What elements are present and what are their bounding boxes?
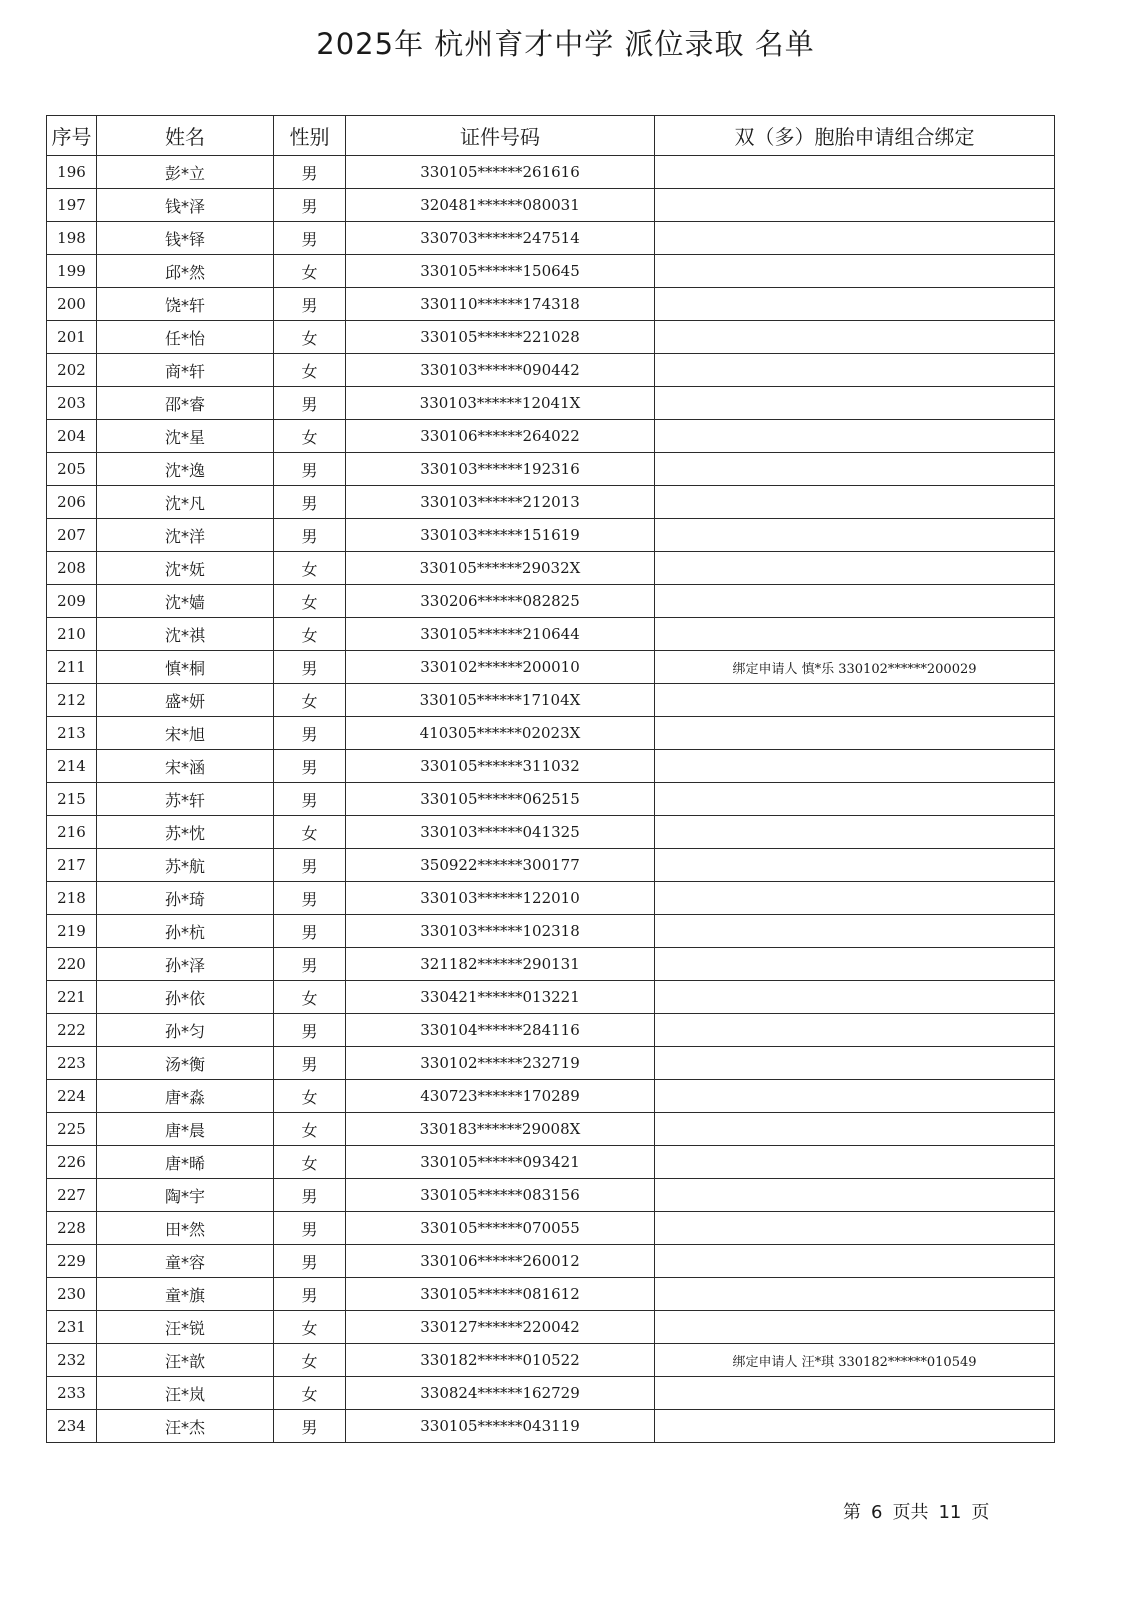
table-row [47,1311,1055,1344]
table-row [47,288,1055,321]
table-row [47,1047,1055,1080]
cell-id: 430723******170289 [346,1080,655,1113]
cell-binding [655,288,1055,321]
cell-gender: 男 [274,222,346,255]
cell-id: 330105******070055 [346,1212,655,1245]
cell-seq: 231 [47,1311,97,1344]
cell-seq: 204 [47,420,97,453]
cell-binding [655,1245,1055,1278]
cell-binding [655,1212,1055,1245]
cell-gender: 男 [274,948,346,981]
cell-binding [655,717,1055,750]
cell-gender: 女 [274,1377,346,1410]
cell-name: 苏*航 [97,849,274,882]
cell-name: 商*轩 [97,354,274,387]
cell-id: 330103******041325 [346,816,655,849]
cell-binding [655,915,1055,948]
table-row [47,981,1055,1014]
table-row [47,222,1055,255]
cell-gender: 男 [274,387,346,420]
cell-name: 苏*轩 [97,783,274,816]
cell-seq: 234 [47,1410,97,1443]
cell-seq: 224 [47,1080,97,1113]
cell-binding [655,1179,1055,1212]
cell-binding [655,1080,1055,1113]
cell-binding [655,222,1055,255]
cell-id: 321182******290131 [346,948,655,981]
cell-binding [655,1278,1055,1311]
table-row [47,387,1055,420]
table-row [47,156,1055,189]
cell-gender: 男 [274,915,346,948]
cell-gender: 女 [274,585,346,618]
cell-name: 宋*涵 [97,750,274,783]
cell-gender: 女 [274,552,346,585]
cell-gender: 女 [274,321,346,354]
cell-binding [655,981,1055,1014]
cell-id: 330106******260012 [346,1245,655,1278]
cell-name: 沈*祺 [97,618,274,651]
cell-gender: 女 [274,1113,346,1146]
table-row [47,1212,1055,1245]
cell-gender: 女 [274,255,346,288]
cell-gender: 男 [274,288,346,321]
cell-name: 汪*杰 [97,1410,274,1443]
cell-name: 汪*岚 [97,1377,274,1410]
cell-gender: 女 [274,618,346,651]
cell-id: 350922******300177 [346,849,655,882]
cell-binding [655,618,1055,651]
cell-binding [655,354,1055,387]
cell-binding [655,882,1055,915]
cell-name: 慎*桐 [97,651,274,684]
cell-name: 唐*晨 [97,1113,274,1146]
document-title: 2025年 杭州育才中学 派位录取 名单 [316,27,815,61]
cell-gender: 女 [274,1146,346,1179]
cell-name: 孙*琦 [97,882,274,915]
cell-name: 孙*依 [97,981,274,1014]
cell-gender: 女 [274,816,346,849]
cell-binding [655,387,1055,420]
footer-suffix: 页 [971,1502,990,1523]
cell-name: 彭*立 [97,156,274,189]
cell-id: 330127******220042 [346,1311,655,1344]
cell-gender: 男 [274,519,346,552]
cell-name: 沈*妩 [97,552,274,585]
cell-seq: 200 [47,288,97,321]
cell-id: 410305******02023X [346,717,655,750]
cell-gender: 男 [274,453,346,486]
cell-seq: 206 [47,486,97,519]
cell-seq: 207 [47,519,97,552]
cell-id: 330105******083156 [346,1179,655,1212]
cell-name: 唐*淼 [97,1080,274,1113]
cell-gender: 男 [274,717,346,750]
cell-seq: 223 [47,1047,97,1080]
table-row [47,1344,1055,1377]
cell-binding [655,816,1055,849]
cell-id: 330105******150645 [346,255,655,288]
table-row [47,1014,1055,1047]
cell-seq: 217 [47,849,97,882]
cell-name: 沈*逸 [97,453,274,486]
cell-name: 邱*然 [97,255,274,288]
cell-name: 沈*嫱 [97,585,274,618]
cell-gender: 男 [274,1179,346,1212]
cell-name: 盛*妍 [97,684,274,717]
cell-name: 汪*锐 [97,1311,274,1344]
table-row [47,816,1055,849]
table-body [47,156,1055,1443]
cell-id: 330206******082825 [346,585,655,618]
header-seq: 序号 [47,116,97,156]
cell-name: 宋*旭 [97,717,274,750]
cell-name: 沈*洋 [97,519,274,552]
cell-gender: 男 [274,783,346,816]
cell-id: 330105******17104X [346,684,655,717]
cell-seq: 214 [47,750,97,783]
cell-gender: 女 [274,981,346,1014]
cell-name: 沈*凡 [97,486,274,519]
cell-gender: 女 [274,1344,346,1377]
table-row [47,684,1055,717]
cell-name: 童*容 [97,1245,274,1278]
table-row [47,948,1055,981]
cell-name: 童*旗 [97,1278,274,1311]
table-row [47,882,1055,915]
table-row [47,486,1055,519]
table-row [47,1146,1055,1179]
cell-binding [655,1014,1055,1047]
table-row [47,321,1055,354]
table-row [47,1080,1055,1113]
header-name: 姓名 [97,116,274,156]
cell-binding: 绑定申请人 慎*乐 330102******200029 [655,651,1055,684]
cell-gender: 男 [274,156,346,189]
cell-name: 钱*铎 [97,222,274,255]
cell-seq: 202 [47,354,97,387]
cell-seq: 221 [47,981,97,1014]
admission-table [46,115,1055,1443]
cell-name: 陶*宇 [97,1179,274,1212]
header-binding: 双（多）胞胎申请组合绑定 [655,116,1055,156]
cell-name: 汤*衡 [97,1047,274,1080]
cell-id: 330183******29008X [346,1113,655,1146]
cell-seq: 196 [47,156,97,189]
cell-name: 孙*泽 [97,948,274,981]
cell-binding [655,156,1055,189]
cell-seq: 227 [47,1179,97,1212]
cell-binding [655,948,1055,981]
cell-binding [655,453,1055,486]
cell-id: 330105******081612 [346,1278,655,1311]
table-row [47,783,1055,816]
cell-seq: 197 [47,189,97,222]
cell-seq: 220 [47,948,97,981]
cell-binding [655,849,1055,882]
cell-id: 330103******12041X [346,387,655,420]
cell-id: 330103******151619 [346,519,655,552]
cell-seq: 230 [47,1278,97,1311]
cell-id: 330105******221028 [346,321,655,354]
table-row [47,717,1055,750]
cell-seq: 225 [47,1113,97,1146]
cell-seq: 201 [47,321,97,354]
cell-seq: 233 [47,1377,97,1410]
cell-name: 邵*睿 [97,387,274,420]
cell-binding [655,189,1055,222]
cell-seq: 222 [47,1014,97,1047]
cell-id: 330105******043119 [346,1410,655,1443]
cell-seq: 229 [47,1245,97,1278]
cell-binding: 绑定申请人 汪*琪 330182******010549 [655,1344,1055,1377]
cell-binding [655,1410,1055,1443]
cell-binding [655,255,1055,288]
cell-name: 沈*星 [97,420,274,453]
cell-gender: 男 [274,849,346,882]
cell-binding [655,1047,1055,1080]
cell-id: 330102******200010 [346,651,655,684]
cell-name: 钱*泽 [97,189,274,222]
cell-id: 330105******210644 [346,618,655,651]
cell-gender: 男 [274,750,346,783]
table-row [47,1377,1055,1410]
cell-name: 田*然 [97,1212,274,1245]
cell-id: 330104******284116 [346,1014,655,1047]
footer-middle: 页共 [892,1502,929,1523]
cell-id: 330105******261616 [346,156,655,189]
cell-gender: 男 [274,1410,346,1443]
cell-seq: 210 [47,618,97,651]
cell-binding [655,1146,1055,1179]
cell-seq: 215 [47,783,97,816]
table-row [47,354,1055,387]
cell-binding [655,1377,1055,1410]
cell-id: 330105******093421 [346,1146,655,1179]
cell-gender: 女 [274,684,346,717]
cell-gender: 男 [274,1047,346,1080]
cell-id: 330106******264022 [346,420,655,453]
table-row [47,1278,1055,1311]
cell-id: 330103******192316 [346,453,655,486]
cell-gender: 男 [274,1278,346,1311]
cell-seq: 208 [47,552,97,585]
cell-binding [655,585,1055,618]
cell-seq: 198 [47,222,97,255]
cell-seq: 199 [47,255,97,288]
cell-binding [655,420,1055,453]
cell-seq: 218 [47,882,97,915]
cell-gender: 男 [274,1212,346,1245]
cell-name: 苏*忱 [97,816,274,849]
cell-id: 330103******102318 [346,915,655,948]
table-row [47,255,1055,288]
cell-seq: 212 [47,684,97,717]
cell-id: 330110******174318 [346,288,655,321]
table-row [47,1245,1055,1278]
cell-seq: 232 [47,1344,97,1377]
cell-id: 330102******232719 [346,1047,655,1080]
table-row [47,189,1055,222]
cell-gender: 男 [274,189,346,222]
cell-id: 330703******247514 [346,222,655,255]
cell-gender: 女 [274,1080,346,1113]
table-row [47,552,1055,585]
cell-binding [655,1113,1055,1146]
cell-id: 330103******122010 [346,882,655,915]
table-row [47,585,1055,618]
cell-binding [655,519,1055,552]
cell-seq: 216 [47,816,97,849]
cell-id: 330103******090442 [346,354,655,387]
cell-name: 孙*杭 [97,915,274,948]
cell-seq: 219 [47,915,97,948]
cell-gender: 女 [274,354,346,387]
cell-gender: 男 [274,486,346,519]
table-row [47,915,1055,948]
cell-id: 330182******010522 [346,1344,655,1377]
footer-page-number: 6 [871,1502,883,1523]
header-gender: 性别 [274,116,346,156]
cell-seq: 213 [47,717,97,750]
cell-id: 330824******162729 [346,1377,655,1410]
cell-binding [655,684,1055,717]
cell-name: 任*怡 [97,321,274,354]
table-row [47,1113,1055,1146]
cell-binding [655,321,1055,354]
table-row [47,1179,1055,1212]
cell-gender: 女 [274,1311,346,1344]
cell-id: 320481******080031 [346,189,655,222]
table-row [47,750,1055,783]
cell-gender: 男 [274,1014,346,1047]
cell-gender: 男 [274,882,346,915]
cell-seq: 228 [47,1212,97,1245]
table-row [47,651,1055,684]
table-row [47,453,1055,486]
cell-name: 唐*晞 [97,1146,274,1179]
page-footer [843,1498,989,1524]
footer-prefix: 第 [843,1502,861,1523]
cell-id: 330105******311032 [346,750,655,783]
cell-seq: 211 [47,651,97,684]
cell-binding [655,750,1055,783]
table-header-row [47,116,1055,156]
cell-binding [655,552,1055,585]
header-id: 证件号码 [346,116,655,156]
cell-name: 汪*歆 [97,1344,274,1377]
table-row [47,849,1055,882]
cell-id: 330421******013221 [346,981,655,1014]
cell-binding [655,783,1055,816]
cell-id: 330103******212013 [346,486,655,519]
cell-binding [655,1311,1055,1344]
table-row [47,519,1055,552]
table-row [47,420,1055,453]
footer-total-pages: 11 [938,1502,962,1523]
cell-gender: 男 [274,651,346,684]
cell-id: 330105******29032X [346,552,655,585]
cell-seq: 205 [47,453,97,486]
cell-gender: 男 [274,1245,346,1278]
cell-seq: 209 [47,585,97,618]
cell-gender: 女 [274,420,346,453]
table-row [47,1410,1055,1443]
cell-name: 孙*匀 [97,1014,274,1047]
cell-name: 饶*轩 [97,288,274,321]
table-row [47,618,1055,651]
cell-seq: 203 [47,387,97,420]
cell-seq: 226 [47,1146,97,1179]
cell-id: 330105******062515 [346,783,655,816]
cell-binding [655,486,1055,519]
